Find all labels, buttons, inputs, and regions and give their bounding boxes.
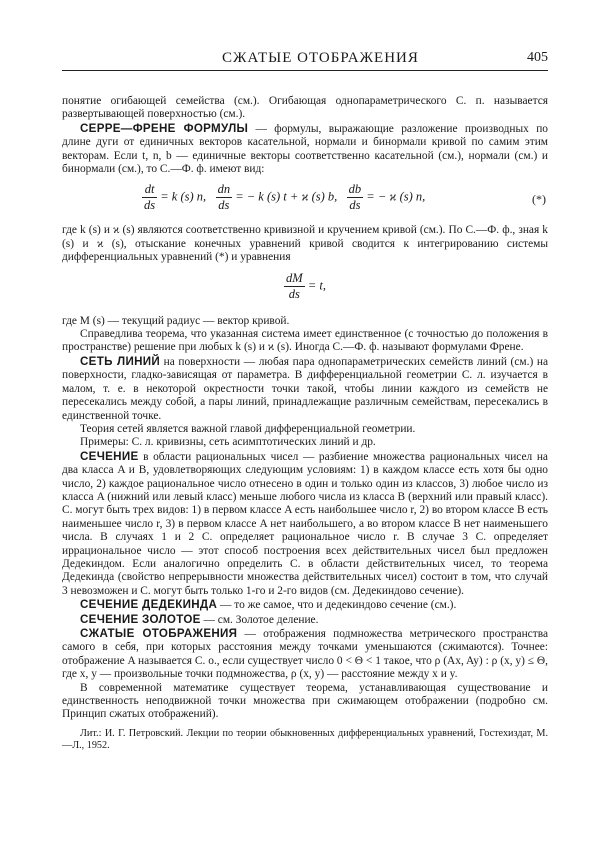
header-rule [62,70,548,71]
paragraph: Справедлива теорема, что указанная система имеет единственное (с точностью до положения в пространстве) решение при любых k (s) и ϰ (s). Иногда С.—Ф. ф. называют формулами Френе. [62,328,548,354]
article-body [62,95,548,753]
page-number: 405 [527,50,548,65]
entry-term: СЖАТЫЕ ОТОБРАЖЕНИЯ [80,627,238,640]
frenet-formulas: $\frac{dt}{ds}$ = k (s) n, $\frac{dn}{ds}$ = − k (s) t + ϰ (s) b, $\frac{db}{ds}$ = − ϰ (s) n, (*) [144,182,546,213]
paragraph: СЕРРЕ—ФРЕНЕ ФОРМУЛЫ — формулы, выражающие разложение производных по длине дуги от единичных векторов касательной, нормали и бинормали кривой по самим этим векторам. Если t, n, b — единичные векторы соответственно касательной (см.), нормали (см.) и бинормали (см.), то С.—Ф. ф. имеют вид: [62,121,548,176]
paragraph: В современной математике существует теорема, устанавливающая существование и единственность неподвижной точки множества при сжимающем отображении (подробно см. Принцип сжатых отображений). [62,681,548,721]
references: Лит.: И. Г. Петровский. Лекции по теории обыкновенных дифференциальных уравнений, Гостехиздат, М.—Л., 1952. [62,727,548,752]
equation-mark: (*) [532,192,546,207]
paragraph: где k (s) и ϰ (s) являются соответственно кривизной и кручением кривой (см.). По С.—Ф. ф., зная k (s) и ϰ (s), отыскание конечных уравнений кривой сводится к интегрированию системы дифференциальных уравнений (*) и уравнения [62,224,548,264]
radius-vector-formula: $\frac{dM}{ds}$ = t, [286,270,326,301]
entry-term: СЕЧЕНИЕ [80,449,139,463]
paragraph: Теория сетей является важной главой дифференциальной геометрии. [80,422,416,435]
running-title: СЖАТЫЕ ОТОБРАЖЕНИЯ [222,50,419,66]
paragraph: понятие огибающей семейства (см.). Огибающая однопараметрического С. п. называется развертывающей поверхностью (см.). [62,95,548,121]
paragraph: СЖАТЫЕ ОТОБРАЖЕНИЯ — отображения подмножества метрического пространства самого в себя, при которых расстояния между точками уменьшаются (сжимаются). Точнее: отображение A называется С. о., если существует число 0 < Θ < 1 такое, что ρ (Ax, Ay) : ρ (x, y) ≤ Θ, где x, y — произвольные точки подмножества, ρ (x, y) — расстояние между x и y. [62,627,549,681]
paragraph: СЕЧЕНИЕ ЗОЛОТОЕ — см. Золотое деление. [80,612,319,626]
entry-term: СЕТЬ ЛИНИЙ [80,354,161,368]
paragraph: СЕЧЕНИЕ в области рациональных чисел — разбиение множества рациональных чисел на два класса A и B, удовлетворяющих следующим условиям: 1) в каждом классе есть хотя бы одно число, 2) каждое рациональное число отнесено в один и только один из классов, 3) любое число из класса A (нижний или левый класс) меньше любого числа из класса B (верхний или правый класс). С. могут быть трех видов: 1) в первом классе A есть наибольшее число r, 2) во втором классе B есть наименьшее число r, 3) в первом классе A нет наибольшего, а во втором классе B нет наименьшего числа. В случаях 1 и 2 С. определяет рациональное число r. В случае 3 С. определяет иррациональное число — этот способ построения всех действительных чисел был предложен Дедекиндом. Если аналогично определить С. в области действительных чисел, то теорема Дедекинда (свойство непрерывности множества действительных чисел) состоит в том, что случай 3 невозможен и С. могут быть только 1-го и 2-го видов (см. Дедекиндово сечение). [62,449,548,597]
entry-term: СЕРРЕ—ФРЕНЕ ФОРМУЛЫ [80,121,249,135]
paragraph: где M (s) — текущий радиус — вектор кривой. [62,314,290,327]
paragraph: Примеры: С. л. кривизны, сеть асимптотических линий и др. [80,436,376,449]
page-header [62,48,548,70]
entry-term: СЕЧЕНИЕ ЗОЛОТОЕ [80,612,201,626]
paragraph: СЕТЬ ЛИНИЙ на поверхности — любая пара однопараметрических семейств линий (см.) на поверхности, гладко-зависящая от параметра. В дифференциальной геометрии С. л. изучается в малом, т. е. в некоторой окрестности точки такой, чтобы линии каждого из семейств не пересекались между собой, а пары линий, принадлежащие различным семействам, пересекались в единственной точке. [62,354,549,422]
entry-term: СЕЧЕНИЕ ДЕДЕКИНДА [80,598,218,612]
paragraph: СЕЧЕНИЕ ДЕДЕКИНДА — то же самое, что и дедекиндово сечение (см.). [80,598,457,612]
